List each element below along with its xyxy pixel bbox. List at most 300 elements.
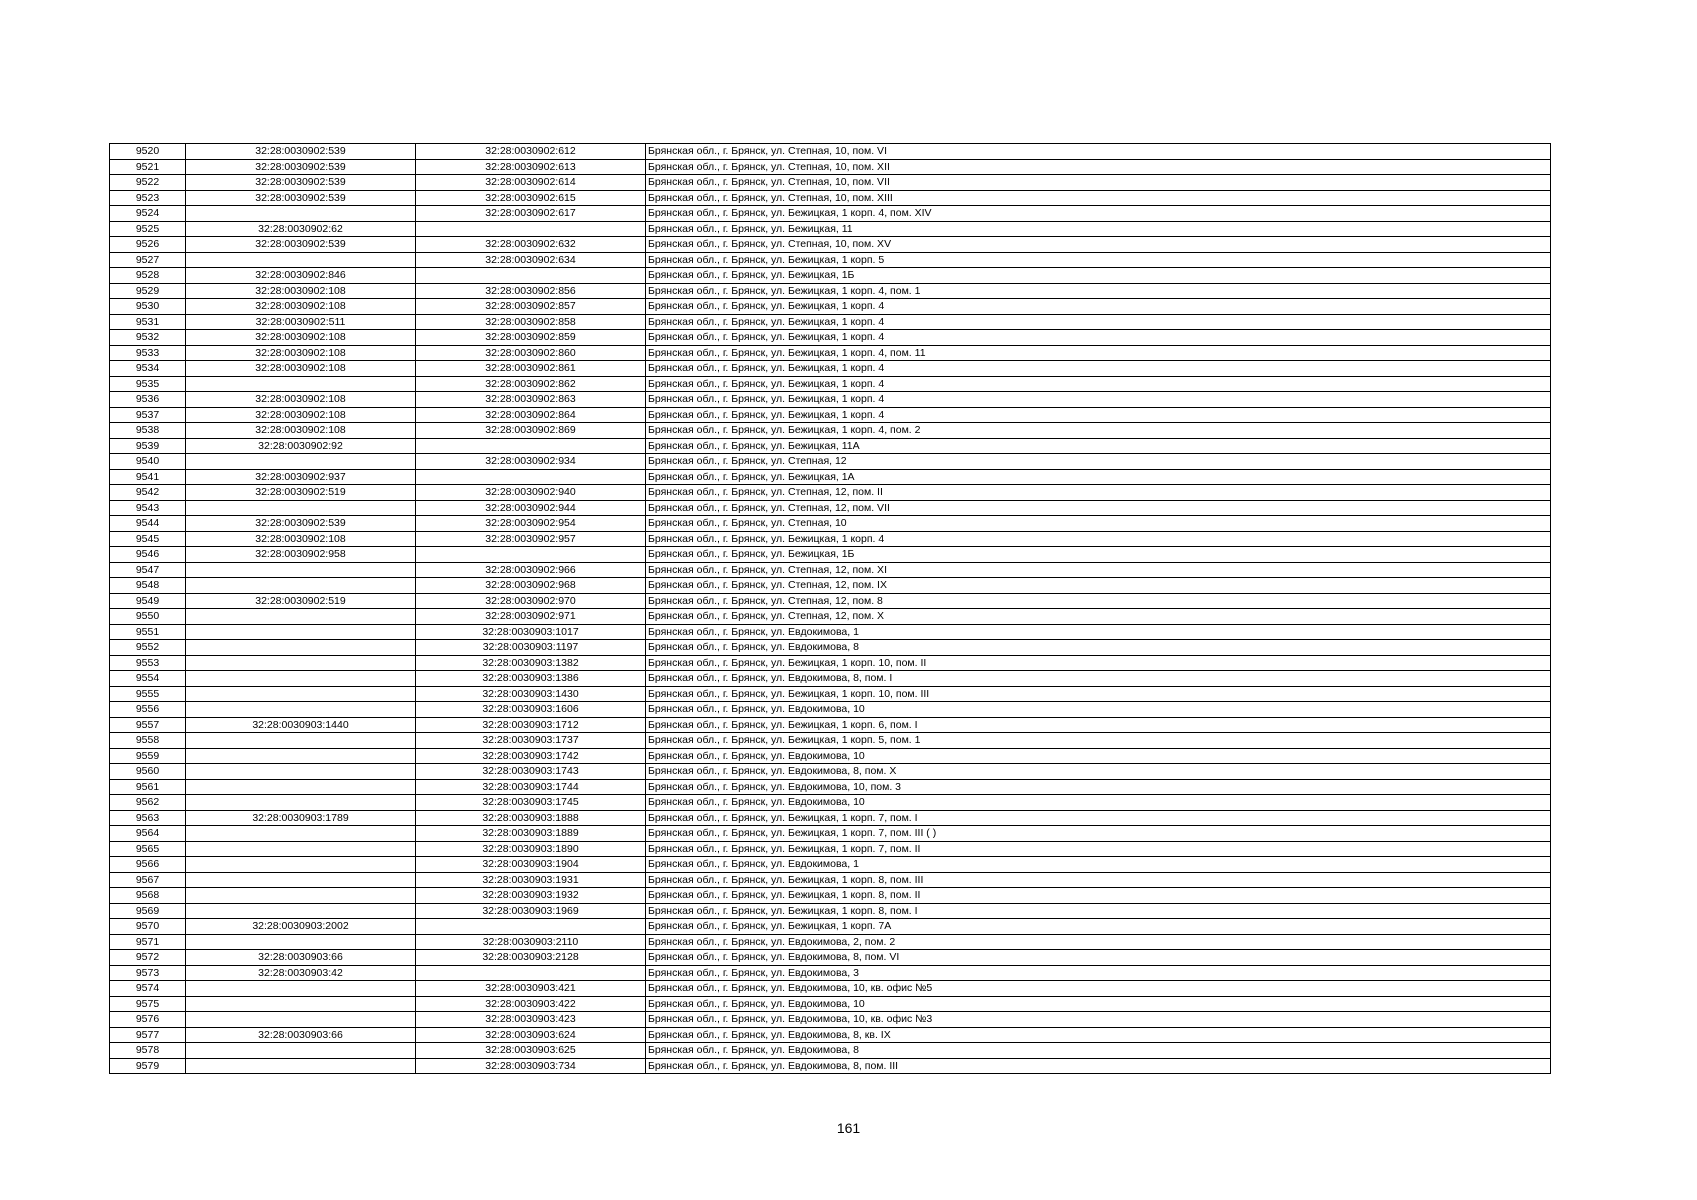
row-number-cell: 9524 [110,206,186,222]
address-cell: Брянская обл., г. Брянск, ул. Евдокимова, 3 [646,965,1551,981]
parent-cadastral-number-cell: 32:28:0030903:42 [186,965,416,981]
table-row [110,872,1551,888]
address-cell: Брянская обл., г. Брянск, ул. Степная, 10, пом. XIII [646,190,1551,206]
parent-cadastral-number-cell: 32:28:0030902:108 [186,407,416,423]
row-number-cell: 9525 [110,221,186,237]
parent-cadastral-number-cell: 32:28:0030903:66 [186,950,416,966]
table-row [110,903,1551,919]
parent-cadastral-number-cell [186,578,416,594]
address-cell: Брянская обл., г. Брянск, ул. Бежицкая, 1 корп. 4, пом. 11 [646,345,1551,361]
table-row [110,159,1551,175]
row-number-cell: 9570 [110,919,186,935]
cadastral-number-cell: 32:28:0030902:970 [416,593,646,609]
cadastral-number-cell: 32:28:0030902:864 [416,407,646,423]
address-cell: Брянская обл., г. Брянск, ул. Евдокимова, 10, кв. офис №3 [646,1012,1551,1028]
address-cell: Брянская обл., г. Брянск, ул. Бежицкая, 1 корп. 5, пом. 1 [646,733,1551,749]
row-number-cell: 9532 [110,330,186,346]
row-number-cell: 9579 [110,1058,186,1074]
cadastral-number-cell: 32:28:0030903:1890 [416,841,646,857]
cadastral-number-cell: 32:28:0030902:632 [416,237,646,253]
row-number-cell: 9572 [110,950,186,966]
row-number-cell: 9548 [110,578,186,594]
cadastral-number-cell: 32:28:0030902:856 [416,283,646,299]
address-cell: Брянская обл., г. Брянск, ул. Евдокимова, 8, пом. X [646,764,1551,780]
table-row [110,1058,1551,1074]
row-number-cell: 9537 [110,407,186,423]
table-row [110,717,1551,733]
table-row [110,454,1551,470]
row-number-cell: 9555 [110,686,186,702]
cadastral-number-cell: 32:28:0030903:423 [416,1012,646,1028]
table-row [110,795,1551,811]
address-cell: Брянская обл., г. Брянск, ул. Евдокимова, 8, пом. VI [646,950,1551,966]
table-row [110,702,1551,718]
table-row [110,175,1551,191]
address-cell: Брянская обл., г. Брянск, ул. Евдокимова, 8, пом. III [646,1058,1551,1074]
table-row [110,268,1551,284]
table-row [110,500,1551,516]
address-cell: Брянская обл., г. Брянск, ул. Евдокимова, 10 [646,996,1551,1012]
cadastral-number-cell: 32:28:0030903:1742 [416,748,646,764]
cadastral-number-cell: 32:28:0030903:1932 [416,888,646,904]
address-cell: Брянская обл., г. Брянск, ул. Бежицкая, 1 корп. 8, пом. I [646,903,1551,919]
table-row [110,826,1551,842]
parent-cadastral-number-cell: 32:28:0030903:2002 [186,919,416,935]
parent-cadastral-number-cell: 32:28:0030903:1789 [186,810,416,826]
table-row [110,733,1551,749]
parent-cadastral-number-cell [186,934,416,950]
address-cell: Брянская обл., г. Брянск, ул. Бежицкая, 1 корп. 8, пом. III [646,872,1551,888]
address-cell: Брянская обл., г. Брянск, ул. Степная, 12, пом. II [646,485,1551,501]
row-number-cell: 9536 [110,392,186,408]
cadastral-number-cell [416,268,646,284]
cadastral-number-cell: 32:28:0030903:1382 [416,655,646,671]
cadastral-number-cell: 32:28:0030902:863 [416,392,646,408]
cadastral-number-cell [416,221,646,237]
parent-cadastral-number-cell: 32:28:0030902:108 [186,283,416,299]
address-cell: Брянская обл., г. Брянск, ул. Бежицкая, 1 корп. 7, пом. I [646,810,1551,826]
row-number-cell: 9567 [110,872,186,888]
row-number-cell: 9556 [110,702,186,718]
parent-cadastral-number-cell: 32:28:0030902:92 [186,438,416,454]
parent-cadastral-number-cell [186,748,416,764]
cadastral-number-cell: 32:28:0030902:612 [416,144,646,160]
address-cell: Брянская обл., г. Брянск, ул. Бежицкая, 1 корп. 4 [646,299,1551,315]
table-row [110,779,1551,795]
cadastral-number-cell: 32:28:0030902:957 [416,531,646,547]
parent-cadastral-number-cell [186,376,416,392]
table-row [110,965,1551,981]
address-cell: Брянская обл., г. Брянск, ул. Бежицкая, 1 корп. 4 [646,361,1551,377]
cadastral-number-cell: 32:28:0030903:734 [416,1058,646,1074]
parent-cadastral-number-cell [186,795,416,811]
table-row [110,1043,1551,1059]
parent-cadastral-number-cell: 32:28:0030902:937 [186,469,416,485]
address-cell: Брянская обл., г. Брянск, ул. Бежицкая, 1 корп. 4 [646,392,1551,408]
parent-cadastral-number-cell [186,1058,416,1074]
parent-cadastral-number-cell: 32:28:0030902:108 [186,423,416,439]
parent-cadastral-number-cell: 32:28:0030902:108 [186,330,416,346]
row-number-cell: 9538 [110,423,186,439]
address-cell: Брянская обл., г. Брянск, ул. Евдокимова, 8 [646,1043,1551,1059]
cadastral-number-cell [416,965,646,981]
parent-cadastral-number-cell: 32:28:0030902:62 [186,221,416,237]
parent-cadastral-number-cell: 32:28:0030902:539 [186,159,416,175]
table-row [110,624,1551,640]
row-number-cell: 9526 [110,237,186,253]
cadastral-number-cell: 32:28:0030903:1743 [416,764,646,780]
address-cell: Брянская обл., г. Брянск, ул. Степная, 10, пом. VII [646,175,1551,191]
cadastral-number-cell: 32:28:0030903:2110 [416,934,646,950]
table-row [110,686,1551,702]
table-row [110,361,1551,377]
address-cell: Брянская обл., г. Брянск, ул. Степная, 10 [646,516,1551,532]
row-number-cell: 9561 [110,779,186,795]
row-number-cell: 9566 [110,857,186,873]
table-row [110,376,1551,392]
table-row [110,841,1551,857]
parent-cadastral-number-cell [186,872,416,888]
address-cell: Брянская обл., г. Брянск, ул. Степная, 12, пом. VII [646,500,1551,516]
cadastral-number-cell: 32:28:0030903:625 [416,1043,646,1059]
row-number-cell: 9534 [110,361,186,377]
cadastral-number-cell: 32:28:0030902:861 [416,361,646,377]
row-number-cell: 9520 [110,144,186,160]
cadastral-number-cell: 32:28:0030902:940 [416,485,646,501]
table-row [110,578,1551,594]
row-number-cell: 9577 [110,1027,186,1043]
parent-cadastral-number-cell [186,888,416,904]
table-row [110,857,1551,873]
row-number-cell: 9547 [110,562,186,578]
table-row [110,485,1551,501]
address-cell: Брянская обл., г. Брянск, ул. Степная, 12, пом. IX [646,578,1551,594]
row-number-cell: 9564 [110,826,186,842]
address-cell: Брянская обл., г. Брянск, ул. Степная, 12, пом. X [646,609,1551,625]
row-number-cell: 9541 [110,469,186,485]
parent-cadastral-number-cell [186,640,416,656]
cadastral-number-cell: 32:28:0030902:617 [416,206,646,222]
row-number-cell: 9527 [110,252,186,268]
address-cell: Брянская обл., г. Брянск, ул. Евдокимова, 8, кв. IX [646,1027,1551,1043]
table-row [110,888,1551,904]
row-number-cell: 9569 [110,903,186,919]
parent-cadastral-number-cell [186,981,416,997]
cadastral-number-cell: 32:28:0030903:1737 [416,733,646,749]
table-row [110,810,1551,826]
address-cell: Брянская обл., г. Брянск, ул. Степная, 10, пом. VI [646,144,1551,160]
row-number-cell: 9559 [110,748,186,764]
address-cell: Брянская обл., г. Брянск, ул. Бежицкая, 1 корп. 4, пом. XIV [646,206,1551,222]
address-cell: Брянская обл., г. Брянск, ул. Бежицкая, 1 корп. 4, пом. 2 [646,423,1551,439]
cadastral-number-cell: 32:28:0030902:634 [416,252,646,268]
cadastral-number-cell: 32:28:0030903:1712 [416,717,646,733]
table-row [110,655,1551,671]
address-cell: Брянская обл., г. Брянск, ул. Бежицкая, 1 корп. 4 [646,407,1551,423]
table-row [110,237,1551,253]
address-cell: Брянская обл., г. Брянск, ул. Евдокимова, 10, пом. 3 [646,779,1551,795]
table-row [110,221,1551,237]
parent-cadastral-number-cell [186,562,416,578]
cadastral-number-cell: 32:28:0030902:862 [416,376,646,392]
row-number-cell: 9544 [110,516,186,532]
row-number-cell: 9578 [110,1043,186,1059]
cadastral-number-cell [416,469,646,485]
cadastral-number-cell: 32:28:0030902:944 [416,500,646,516]
cadastral-number-cell: 32:28:0030903:1197 [416,640,646,656]
parent-cadastral-number-cell: 32:28:0030902:539 [186,175,416,191]
table-row [110,562,1551,578]
table-row [110,547,1551,563]
cadastral-number-cell: 32:28:0030902:615 [416,190,646,206]
parent-cadastral-number-cell [186,252,416,268]
cadastral-number-cell: 32:28:0030902:614 [416,175,646,191]
row-number-cell: 9528 [110,268,186,284]
row-number-cell: 9568 [110,888,186,904]
address-cell: Брянская обл., г. Брянск, ул. Евдокимова, 8 [646,640,1551,656]
table-row [110,919,1551,935]
cadastral-number-cell: 32:28:0030902:971 [416,609,646,625]
row-number-cell: 9530 [110,299,186,315]
table-row [110,190,1551,206]
address-cell: Брянская обл., г. Брянск, ул. Бежицкая, 1 корп. 10, пом. III [646,686,1551,702]
table-row [110,330,1551,346]
parent-cadastral-number-cell [186,624,416,640]
address-cell: Брянская обл., г. Брянск, ул. Бежицкая, 1 корп. 4, пом. 1 [646,283,1551,299]
row-number-cell: 9562 [110,795,186,811]
parent-cadastral-number-cell: 32:28:0030902:108 [186,345,416,361]
row-number-cell: 9521 [110,159,186,175]
address-cell: Брянская обл., г. Брянск, ул. Бежицкая, 1 корп. 7, пом. II [646,841,1551,857]
row-number-cell: 9545 [110,531,186,547]
table-row [110,299,1551,315]
cadastral-number-cell: 32:28:0030903:1606 [416,702,646,718]
parent-cadastral-number-cell [186,779,416,795]
row-number-cell: 9539 [110,438,186,454]
row-number-cell: 9549 [110,593,186,609]
address-cell: Брянская обл., г. Брянск, ул. Бежицкая, 1 корп. 4 [646,330,1551,346]
table-row [110,950,1551,966]
row-number-cell: 9575 [110,996,186,1012]
parent-cadastral-number-cell: 32:28:0030903:1440 [186,717,416,733]
cadastral-number-cell [416,438,646,454]
row-number-cell: 9522 [110,175,186,191]
parent-cadastral-number-cell [186,702,416,718]
cadastral-number-cell: 32:28:0030902:968 [416,578,646,594]
parent-cadastral-number-cell [186,206,416,222]
row-number-cell: 9540 [110,454,186,470]
parent-cadastral-number-cell [186,826,416,842]
address-cell: Брянская обл., г. Брянск, ул. Бежицкая, 11А [646,438,1551,454]
cadastral-number-cell [416,547,646,563]
parent-cadastral-number-cell: 32:28:0030902:108 [186,392,416,408]
address-cell: Брянская обл., г. Брянск, ул. Евдокимова, 10 [646,702,1551,718]
cadastral-number-cell: 32:28:0030903:1386 [416,671,646,687]
row-number-cell: 9571 [110,934,186,950]
row-number-cell: 9542 [110,485,186,501]
table-row [110,593,1551,609]
table-row [110,469,1551,485]
row-number-cell: 9573 [110,965,186,981]
cadastral-number-cell: 32:28:0030902:869 [416,423,646,439]
parent-cadastral-number-cell: 32:28:0030902:511 [186,314,416,330]
table-row [110,314,1551,330]
address-cell: Брянская обл., г. Брянск, ул. Бежицкая, 1 корп. 6, пом. I [646,717,1551,733]
address-cell: Брянская обл., г. Брянск, ул. Бежицкая, 1 корп. 5 [646,252,1551,268]
parent-cadastral-number-cell: 32:28:0030903:66 [186,1027,416,1043]
table-row [110,609,1551,625]
parent-cadastral-number-cell: 32:28:0030902:539 [186,237,416,253]
register-table-body [110,144,1551,1074]
cadastral-number-cell: 32:28:0030902:613 [416,159,646,175]
cadastral-number-cell: 32:28:0030902:954 [416,516,646,532]
table-row [110,516,1551,532]
parent-cadastral-number-cell: 32:28:0030902:539 [186,144,416,160]
address-cell: Брянская обл., г. Брянск, ул. Степная, 10, пом. XII [646,159,1551,175]
address-cell: Брянская обл., г. Брянск, ул. Бежицкая, 11 [646,221,1551,237]
parent-cadastral-number-cell [186,996,416,1012]
row-number-cell: 9565 [110,841,186,857]
address-cell: Брянская обл., г. Брянск, ул. Евдокимова, 10 [646,795,1551,811]
address-cell: Брянская обл., г. Брянск, ул. Степная, 12, пом. 8 [646,593,1551,609]
row-number-cell: 9533 [110,345,186,361]
cadastral-number-cell: 32:28:0030903:421 [416,981,646,997]
table-row [110,1012,1551,1028]
cadastral-number-cell: 32:28:0030902:966 [416,562,646,578]
row-number-cell: 9563 [110,810,186,826]
row-number-cell: 9523 [110,190,186,206]
address-cell: Брянская обл., г. Брянск, ул. Бежицкая, 1 корп. 4 [646,531,1551,547]
address-cell: Брянская обл., г. Брянск, ул. Евдокимова, 10 [646,748,1551,764]
parent-cadastral-number-cell: 32:28:0030902:958 [186,547,416,563]
address-cell: Брянская обл., г. Брянск, ул. Бежицкая, 1 корп. 7А [646,919,1551,935]
row-number-cell: 9546 [110,547,186,563]
table-row [110,934,1551,950]
cadastral-number-cell: 32:28:0030902:859 [416,330,646,346]
table-row [110,1027,1551,1043]
table-row [110,252,1551,268]
parent-cadastral-number-cell: 32:28:0030902:108 [186,299,416,315]
parent-cadastral-number-cell [186,841,416,857]
address-cell: Брянская обл., г. Брянск, ул. Евдокимова, 1 [646,857,1551,873]
row-number-cell: 9531 [110,314,186,330]
row-number-cell: 9535 [110,376,186,392]
page-number: 161 [836,1120,861,1136]
address-cell: Брянская обл., г. Брянск, ул. Евдокимова, 1 [646,624,1551,640]
address-cell: Брянская обл., г. Брянск, ул. Степная, 12 [646,454,1551,470]
row-number-cell: 9557 [110,717,186,733]
cadastral-number-cell [416,919,646,935]
table-row [110,996,1551,1012]
parent-cadastral-number-cell [186,454,416,470]
cadastral-number-cell: 32:28:0030902:858 [416,314,646,330]
cadastral-number-cell: 32:28:0030903:1888 [416,810,646,826]
row-number-cell: 9543 [110,500,186,516]
row-number-cell: 9550 [110,609,186,625]
row-number-cell: 9529 [110,283,186,299]
table-row [110,423,1551,439]
row-number-cell: 9576 [110,1012,186,1028]
parent-cadastral-number-cell [186,686,416,702]
parent-cadastral-number-cell: 32:28:0030902:108 [186,361,416,377]
cadastral-number-cell: 32:28:0030903:1931 [416,872,646,888]
address-cell: Брянская обл., г. Брянск, ул. Бежицкая, 1 корп. 4 [646,314,1551,330]
table-row [110,144,1551,160]
table-row [110,438,1551,454]
cadastral-number-cell: 32:28:0030902:934 [416,454,646,470]
cadastral-number-cell: 32:28:0030903:2128 [416,950,646,966]
parent-cadastral-number-cell [186,764,416,780]
row-number-cell: 9552 [110,640,186,656]
cadastral-number-cell: 32:28:0030902:857 [416,299,646,315]
table-row [110,345,1551,361]
address-cell: Брянская обл., г. Брянск, ул. Бежицкая, 1А [646,469,1551,485]
address-cell: Брянская обл., г. Брянск, ул. Бежицкая, 1Б [646,547,1551,563]
parent-cadastral-number-cell [186,1012,416,1028]
row-number-cell: 9574 [110,981,186,997]
row-number-cell: 9558 [110,733,186,749]
address-cell: Брянская обл., г. Брянск, ул. Бежицкая, 1Б [646,268,1551,284]
table-row [110,392,1551,408]
parent-cadastral-number-cell: 32:28:0030902:539 [186,190,416,206]
parent-cadastral-number-cell [186,671,416,687]
row-number-cell: 9553 [110,655,186,671]
row-number-cell: 9551 [110,624,186,640]
table-row [110,764,1551,780]
cadastral-number-cell: 32:28:0030903:1430 [416,686,646,702]
address-cell: Брянская обл., г. Брянск, ул. Евдокимова, 10, кв. офис №5 [646,981,1551,997]
table-row [110,407,1551,423]
address-cell: Брянская обл., г. Брянск, ул. Бежицкая, 1 корп. 4 [646,376,1551,392]
cadastral-number-cell: 32:28:0030903:1969 [416,903,646,919]
parent-cadastral-number-cell [186,857,416,873]
parent-cadastral-number-cell: 32:28:0030902:519 [186,485,416,501]
address-cell: Брянская обл., г. Брянск, ул. Степная, 10, пом. XV [646,237,1551,253]
parent-cadastral-number-cell: 32:28:0030902:108 [186,531,416,547]
parent-cadastral-number-cell [186,1043,416,1059]
table-row [110,283,1551,299]
table-row [110,206,1551,222]
row-number-cell: 9554 [110,671,186,687]
table-row [110,640,1551,656]
address-cell: Брянская обл., г. Брянск, ул. Евдокимова, 8, пом. I [646,671,1551,687]
cadastral-register-table [109,143,1551,1074]
table-row [110,671,1551,687]
cadastral-number-cell: 32:28:0030903:1745 [416,795,646,811]
address-cell: Брянская обл., г. Брянск, ул. Степная, 12, пом. XI [646,562,1551,578]
address-cell: Брянская обл., г. Брянск, ул. Евдокимова, 2, пом. 2 [646,934,1551,950]
table-row [110,748,1551,764]
parent-cadastral-number-cell [186,655,416,671]
parent-cadastral-number-cell [186,609,416,625]
cadastral-number-cell: 32:28:0030903:624 [416,1027,646,1043]
cadastral-number-cell: 32:28:0030902:860 [416,345,646,361]
parent-cadastral-number-cell: 32:28:0030902:519 [186,593,416,609]
parent-cadastral-number-cell: 32:28:0030902:539 [186,516,416,532]
row-number-cell: 9560 [110,764,186,780]
cadastral-number-cell: 32:28:0030903:422 [416,996,646,1012]
cadastral-number-cell: 32:28:0030903:1017 [416,624,646,640]
cadastral-number-cell: 32:28:0030903:1904 [416,857,646,873]
parent-cadastral-number-cell [186,903,416,919]
parent-cadastral-number-cell [186,500,416,516]
address-cell: Брянская обл., г. Брянск, ул. Бежицкая, 1 корп. 7, пом. III ( ) [646,826,1551,842]
table-row [110,531,1551,547]
address-cell: Брянская обл., г. Брянск, ул. Бежицкая, 1 корп. 10, пом. II [646,655,1551,671]
cadastral-number-cell: 32:28:0030903:1889 [416,826,646,842]
address-cell: Брянская обл., г. Брянск, ул. Бежицкая, 1 корп. 8, пом. II [646,888,1551,904]
parent-cadastral-number-cell [186,733,416,749]
